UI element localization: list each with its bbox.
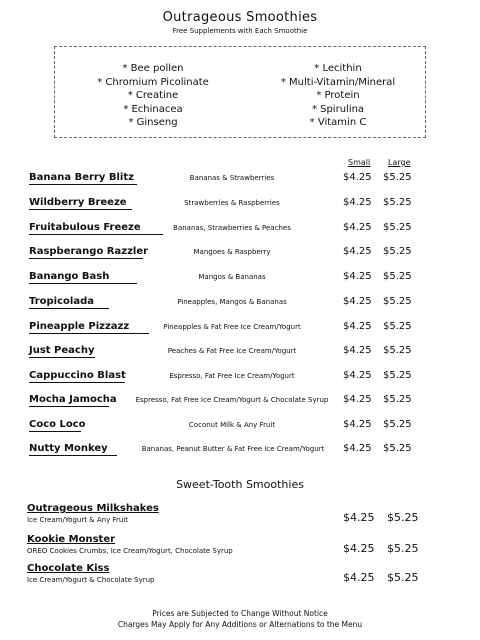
footer-charges-notice: Charges May Apply for Any Additions or Alternations to the Menu [117,620,363,629]
smoothie-ingredients: Mangoes & Raspberry [193,248,271,256]
sweet-item-name: Outrageous Milkshakes [27,503,159,514]
price-large: $5.25 [383,321,412,332]
name-underline [29,431,81,432]
supplement-item: * Lecithin [314,63,362,74]
supplements-right-list [253,62,423,130]
menu-row [0,197,480,215]
size-header-large: Large [388,158,411,167]
menu-row [0,394,480,412]
price-large: $5.25 [383,419,412,430]
sweet-item-name: Chocolate Kiss [27,563,110,574]
name-underline [29,209,132,210]
price-small: $4.25 [343,542,375,555]
price-small: $4.25 [343,197,372,208]
name-underline [29,234,163,235]
supplement-item: * Vitamin C [309,117,367,128]
smoothie-name: Coco Loco [29,419,86,430]
smoothie-ingredients: Bananas & Strawberries [189,174,275,182]
price-small: $4.25 [343,271,372,282]
menu-row [0,321,480,339]
smoothie-ingredients: Espresso, Fat Free Ice Cream/Yogurt [169,372,295,380]
page-subtitle: Free Supplements with Each Smoothie [172,27,308,35]
name-underline [29,357,95,358]
supplement-item: * Spirulina [311,103,365,115]
smoothie-name: Banango Bash [29,271,110,282]
price-large: $5.25 [383,394,412,405]
sweet-tooth-title: Sweet-Tooth Smoothies [176,478,304,491]
supplements-box [54,46,426,138]
price-large: $5.25 [383,222,412,233]
name-underline [29,184,137,185]
supplements-left-list [73,62,233,130]
smoothie-name: Cappuccino Blast [29,370,126,381]
price-large: $5.25 [387,542,419,555]
price-small: $4.25 [343,222,372,233]
smoothie-name: Wildberry Breeze [29,197,127,208]
name-underline [29,333,149,334]
menu-row [0,296,480,314]
smoothie-name: Nutty Monkey [29,443,108,454]
supplement-item: * Protein [316,90,360,101]
menu-row [0,222,480,240]
menu-row [0,345,480,363]
smoothie-ingredients: Pineapples & Fat Free Ice Cream/Yogurt [163,323,301,331]
price-large: $5.25 [383,345,412,356]
smoothie-ingredients: Bananas, Peanut Butter & Fat Free Ice Cream/Yogurt [141,445,325,453]
sweet-tooth-row [0,534,480,562]
menu-row [0,419,480,437]
price-small: $4.25 [343,321,372,332]
price-small: $4.25 [343,246,372,257]
smoothie-name: Banana Berry Blitz [29,172,134,183]
smoothie-ingredients: Mangos & Bananas [198,273,266,281]
name-underline [29,406,109,407]
price-small: $4.25 [343,296,372,307]
sweet-tooth-row [0,563,480,591]
menu-row [0,370,480,388]
sweet-item-name: Kookie Monster [27,534,116,545]
name-underline [29,283,137,284]
supplement-item: * Creatine [127,90,179,101]
supplement-item: * Bee pollen [122,63,184,74]
supplement-item: * Multi-Vitamin/Mineral [280,76,396,88]
menu-row [0,172,480,190]
price-small: $4.25 [343,394,372,405]
price-small: $4.25 [343,443,372,454]
smoothie-name: Fruitabulous Freeze [29,222,141,233]
name-underline [29,382,125,383]
price-large: $5.25 [383,172,412,183]
sweet-tooth-row [0,503,480,531]
sweet-item-ingredients: Ice Cream/Yogurt & Any Fruit [27,516,128,524]
menu-row [0,246,480,264]
smoothie-name: Just Peachy [29,345,95,356]
price-large: $5.25 [383,246,412,257]
smoothie-ingredients: Bananas, Strawberries & Peaches [173,224,291,232]
supplement-item: * Echinacea [123,103,183,115]
price-large: $5.25 [383,271,412,282]
sweet-item-ingredients: OREO Cookies Crumbs, Ice Cream/Yogurt, Chocolate Syrup [27,547,233,555]
smoothie-ingredients: Strawberries & Raspberries [184,199,280,207]
sweet-item-ingredients: Ice Cream/Yogurt & Chocolate Syrup [27,576,155,584]
price-small: $4.25 [343,419,372,430]
smoothie-ingredients: Pineapples, Mangos & Bananas [177,298,287,306]
price-large: $5.25 [383,370,412,381]
smoothie-name: Mocha Jamocha [29,394,117,405]
price-large: $5.25 [387,571,419,584]
name-underline [29,308,109,309]
name-underline [29,455,117,456]
price-small: $4.25 [343,370,372,381]
menu-row [0,271,480,289]
price-large: $5.25 [387,511,419,524]
price-large: $5.25 [383,443,412,454]
smoothie-name: Raspberango Razzler [29,246,149,257]
supplement-item: * Ginseng [128,117,178,128]
page-title: Outrageous Smoothies [162,10,318,25]
menu-row [0,443,480,461]
name-underline [29,258,143,259]
size-header-small: Small [348,158,371,167]
smoothie-name: Pineapple Pizzazz [29,321,130,332]
price-large: $5.25 [383,197,412,208]
smoothie-name: Tropicolada [29,296,94,307]
price-small: $4.25 [343,345,372,356]
price-large: $5.25 [383,296,412,307]
smoothie-ingredients: Espresso, Fat Free Ice Cream/Yogurt & Chocolate Syrup [135,396,329,404]
smoothie-ingredients: Peaches & Fat Free Ice Cream/Yogurt [167,347,297,355]
price-small: $4.25 [343,172,372,183]
price-small: $4.25 [343,511,375,524]
smoothie-ingredients: Coconut Milk & Any Fruit [188,421,276,429]
footer-price-notice: Prices are Subjected to Change Without Notice [152,609,328,618]
price-small: $4.25 [343,571,375,584]
supplement-item: * Chromium Picolinate [97,76,209,88]
